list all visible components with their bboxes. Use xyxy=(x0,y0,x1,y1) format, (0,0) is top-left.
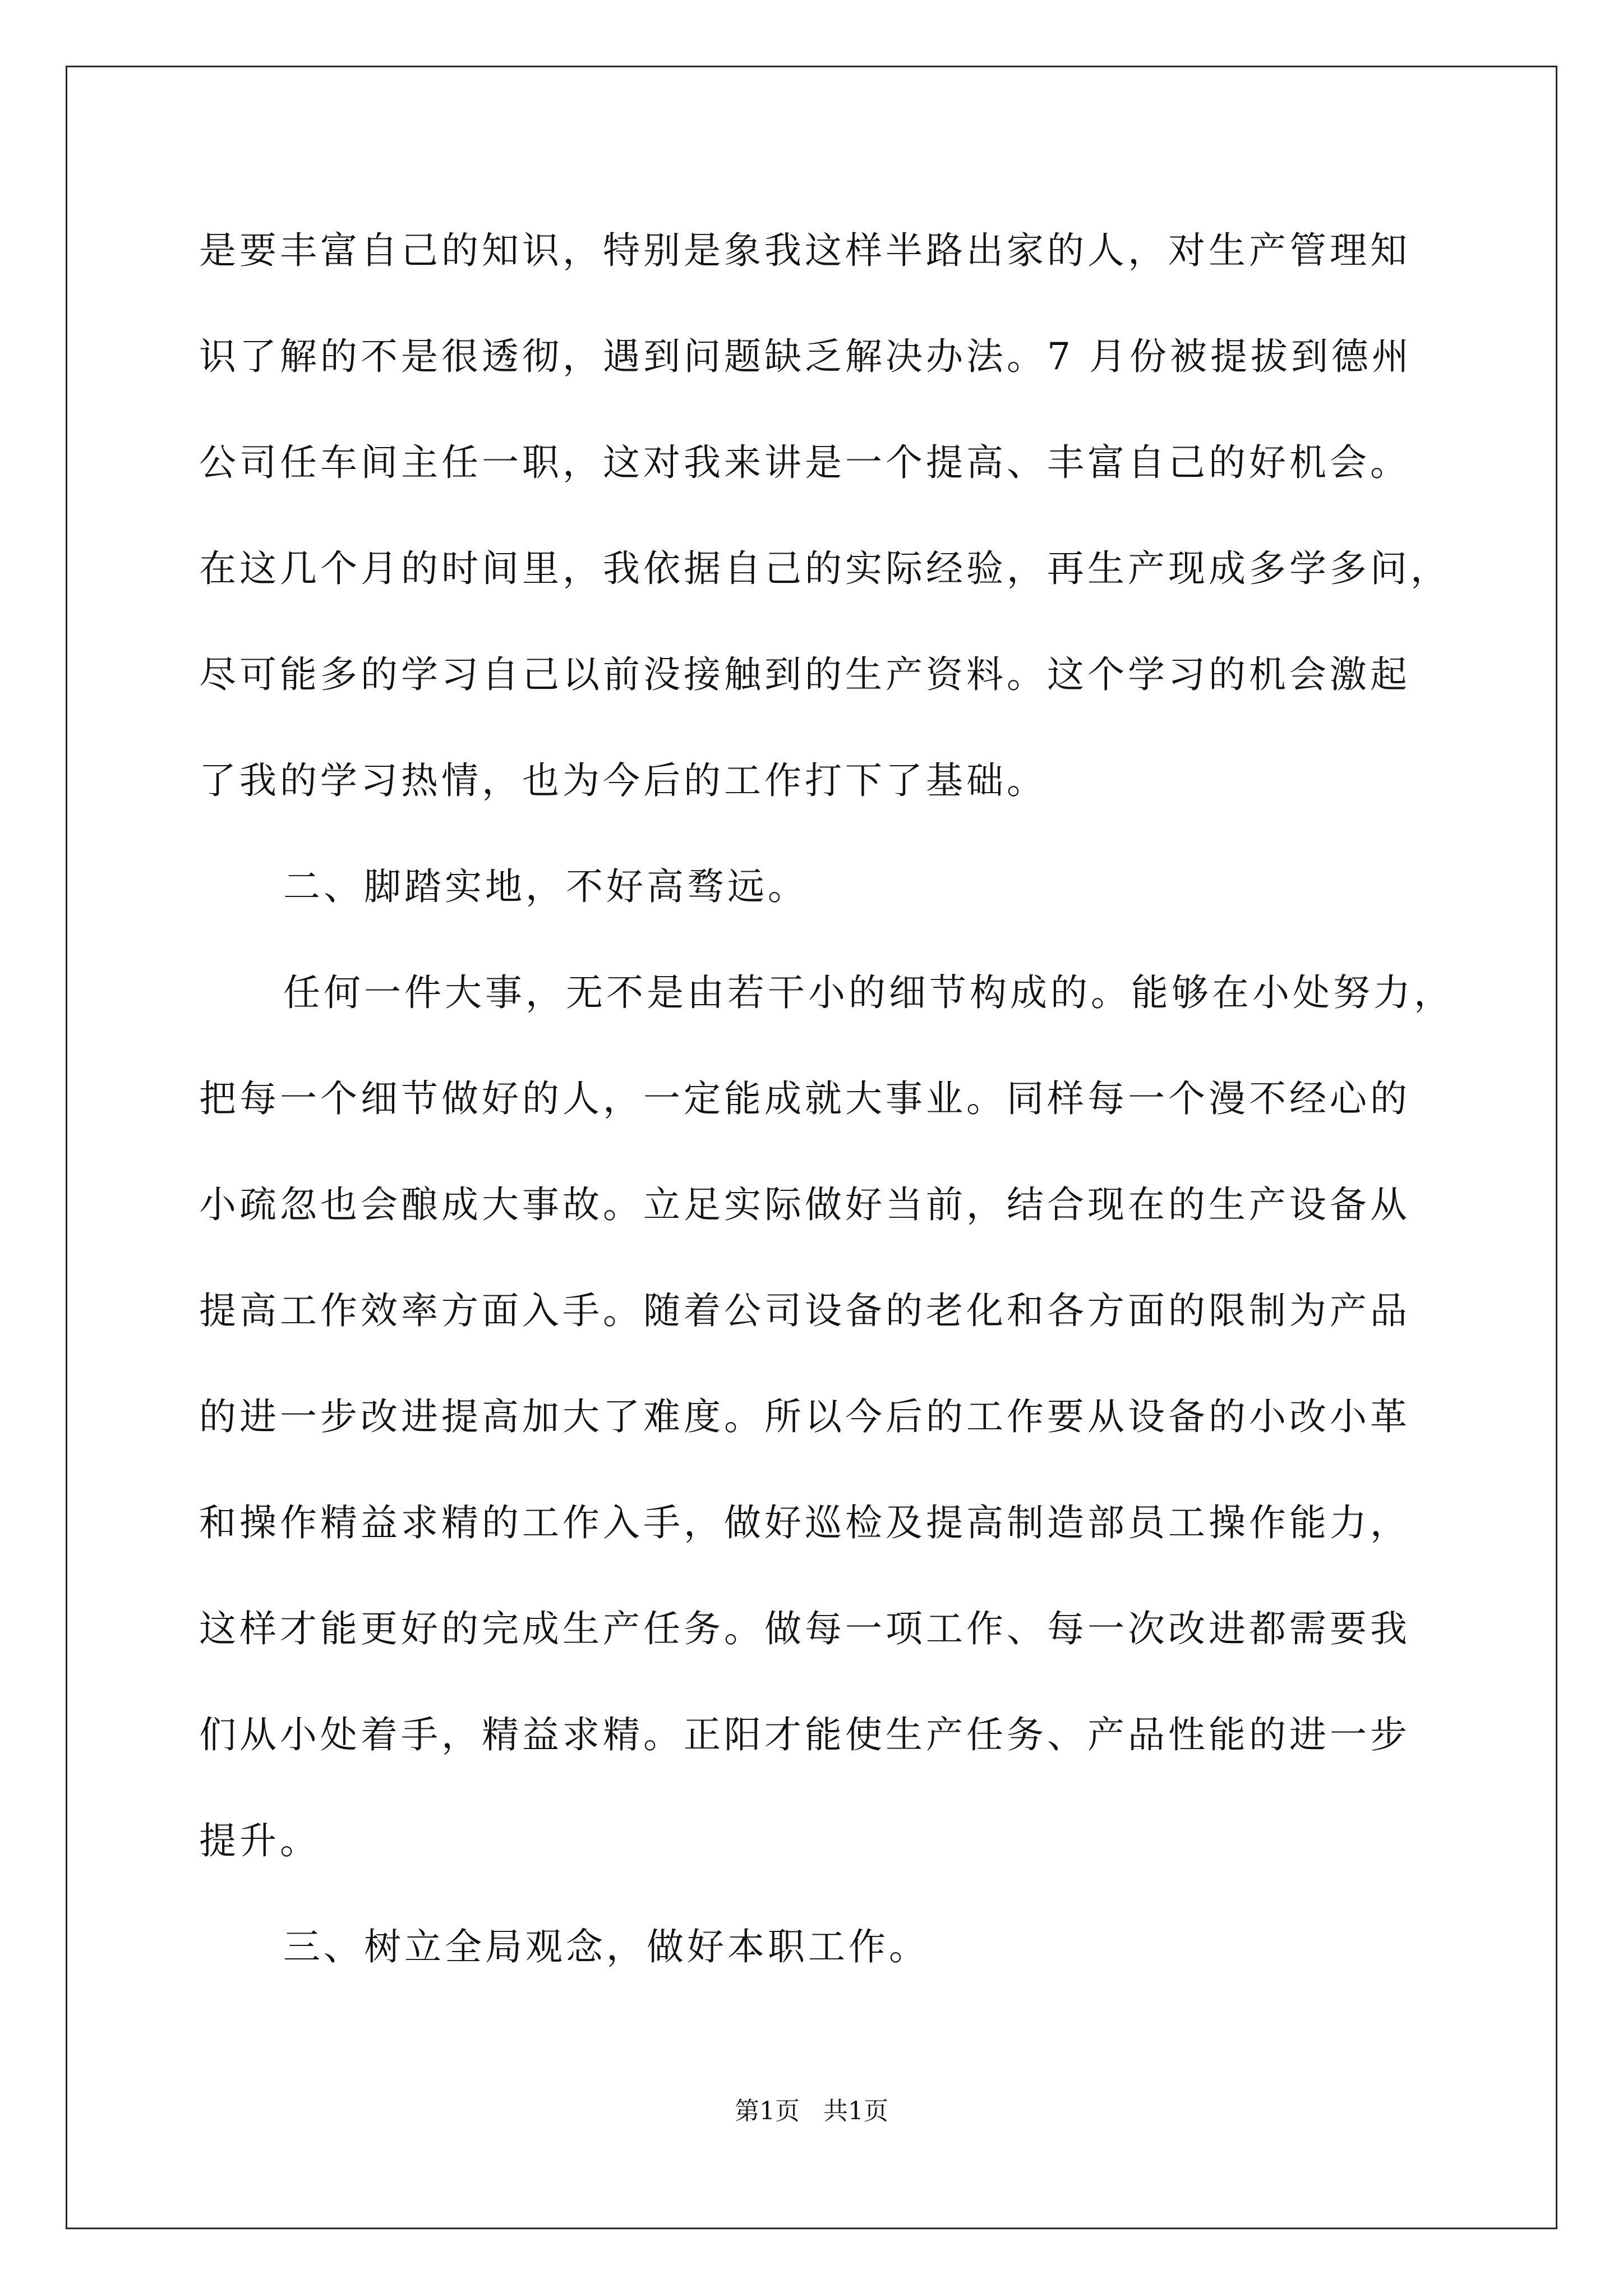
text-line: 在这几个月的时间里，我依据自己的实际经验，再生产现成多学多问， xyxy=(199,547,1451,590)
text-line: 这样才能更好的完成生产任务。做每一项工作、每一次改进都需要我 xyxy=(199,1607,1410,1650)
text-line: 是要丰富自己的知识，特别是象我这样半路出家的人，对生产管理知 xyxy=(199,229,1410,272)
text-line: 公司任车间主任一职，这对我来讲是一个提高、丰富自己的好机会。 xyxy=(199,441,1410,484)
text-line: 了我的学习热情，也为今后的工作打下了基础。 xyxy=(199,759,1047,802)
text-line: 任何一件大事，无不是由若干小的细节构成的。能够在小处努力， xyxy=(283,971,1454,1014)
text-line: 和操作精益求精的工作入手，做好巡检及提高制造部员工操作能力， xyxy=(199,1501,1410,1544)
text-line: 提高工作效率方面入手。随着公司设备的老化和各方面的限制为产品 xyxy=(199,1289,1410,1332)
text-line: 的进一步改进提高加大了难度。所以今后的工作要从设备的小改小革 xyxy=(199,1395,1410,1438)
text-line: 小疏忽也会酿成大事故。立足实际做好当前，结合现在的生产设备从 xyxy=(199,1183,1410,1226)
text-line: 把每一个细节做好的人，一定能成就大事业。同样每一个漫不经心的 xyxy=(199,1077,1410,1120)
page-total: 共1页 xyxy=(823,2097,888,2125)
page-footer xyxy=(0,2095,1623,2128)
text-line: 们从小处着手，精益求精。正阳才能使生产任务、产品性能的进一步 xyxy=(199,1713,1410,1756)
text-line: 提升。 xyxy=(199,1819,320,1862)
page-number: 第1页 xyxy=(735,2097,800,2125)
text-line: 尽可能多的学习自己以前没接触到的生产资料。这个学习的机会激起 xyxy=(199,653,1410,696)
section-heading: 二、脚踏实地，不好高骛远。 xyxy=(283,865,808,908)
text-line: 识了解的不是很透彻，遇到问题缺乏解决办法。7 月份被提拔到德州 xyxy=(199,335,1412,378)
document-body xyxy=(199,197,1454,2000)
section-heading: 三、树立全局观念，做好本职工作。 xyxy=(283,1925,929,1968)
